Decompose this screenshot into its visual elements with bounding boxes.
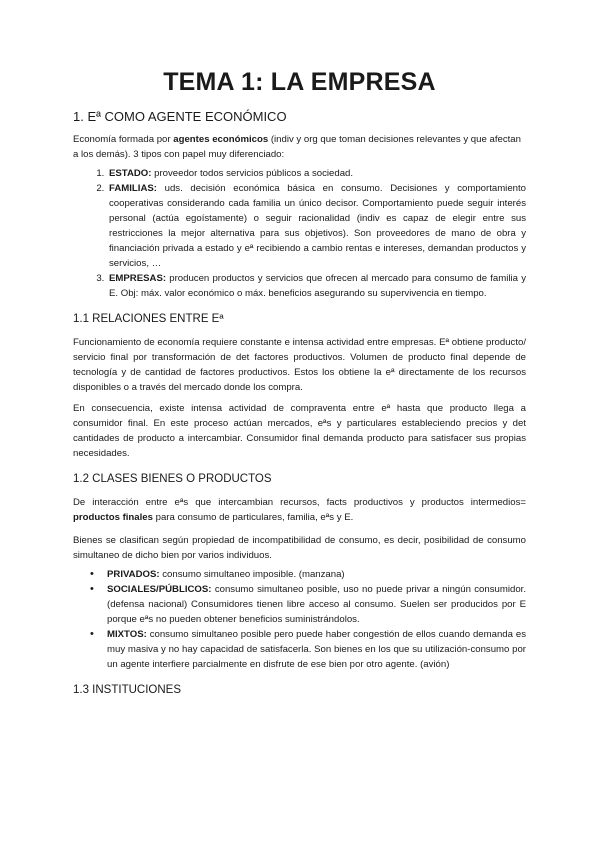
- list-item: [107, 181, 526, 271]
- paragraph-bold: productos finales: [73, 512, 153, 523]
- item-label: EMPRESAS:: [109, 273, 167, 284]
- list-item: [107, 271, 526, 301]
- intro-text-end: (indiv y org que toman decisiones relevantes y que afectan a los demás). 3 tipos con papel muy diferenciado:: [73, 134, 521, 160]
- item-label: FAMILIAS:: [109, 183, 157, 194]
- list-item: [107, 166, 526, 181]
- item-text: producen productos y servicios que ofrecen al mercado para consumo de familia y E. Obj: máx. valor económico o máx. beneficios asegurando su supervivencia en tiempo.: [109, 273, 526, 299]
- item-text: consumo simultaneo posible pero puede haber congestión de ellos cuando demanda es muy masiva y no hay capacidad de satisfacerla. Son bienes en los que su utilización-consumo por un agente interfiere parcialmente en disfrute de ese bien por otro agente. (avión): [107, 629, 526, 670]
- item-text: uds. decisión económica básica en consumo. Decisiones y comportamiento cooperativas considerando cada familia un único decisor. Comportamiento puede seguir interés personal (actúa egoístamente) o seguir racionalidad (indiv es capaz de elegir entre sus restricciones la mejor alternativa para sus objetivos). Son proveedores de mano de obra y financiación privada a estado y eª recibiendo a cambio rentas e intereses, demandan productos y servicios, …: [109, 183, 526, 269]
- intro-text: Economía formada por: [73, 134, 174, 145]
- bullet-icon: •: [90, 568, 94, 580]
- item-text: consumo simultaneo posible, uso no puede privar a ningún consumidor. (defensa nacional) Consumidores tienen libre acceso al consumo. Suelen ser producidos por E porque eªs no pueden obtener beneficios suministrándolos.: [107, 584, 526, 625]
- item-text: proveedor todos servicios públicos a sociedad.: [151, 168, 354, 179]
- item-text: consumo simultaneo imposible. (manzana): [159, 569, 345, 580]
- paragraph: Funcionamiento de economía requiere constante e intensa actividad entre empresas. Eª obtiene producto/ servicio final por transformación de det factores productivos. Volumen de producto final depende de tecnología y de cantidad de factores productivos. Estos los obtiene la eª directamente de los recursos disponibles o a través del mercado donde los compra.: [73, 337, 526, 393]
- paragraph: Bienes se clasifican según propiedad de incompatibilidad de consumo, es decir, posibilidad de consumo simultaneo de dicho bien por varios individuos.: [73, 535, 526, 561]
- paragraph: [73, 495, 526, 525]
- section-heading-1-1: 1.1 RELACIONES ENTRE Eª: [73, 313, 224, 325]
- item-label: ESTADO:: [109, 168, 152, 179]
- paragraph-text-end: para consumo de particulares, familia, eªs y E.: [152, 512, 354, 523]
- item-label: PRIVADOS:: [107, 569, 160, 580]
- list-item: [90, 582, 526, 627]
- bullet-icon: •: [90, 628, 94, 640]
- page-title: TEMA 1: LA EMPRESA: [163, 68, 436, 96]
- section-heading-1-3: 1.3 INSTITUCIONES: [73, 684, 181, 696]
- paragraph-text: De interacción entre eªs que intercambian recursos, facts productivos y productos intermedios=: [73, 497, 526, 508]
- item-label: MIXTOS:: [107, 629, 147, 640]
- bullet-icon: •: [90, 583, 94, 595]
- section-heading-1-2: 1.2 CLASES BIENES O PRODUCTOS: [73, 473, 272, 485]
- section-heading-1: 1. Eª COMO AGENTE ECONÓMICO: [73, 109, 287, 124]
- list-item: [90, 627, 526, 672]
- section-1-intro: [73, 132, 526, 162]
- item-label: SOCIALES/PÚBLICOS:: [107, 584, 212, 595]
- list-item: [90, 567, 526, 582]
- goods-list: [73, 567, 526, 672]
- intro-bold: agentes económicos: [173, 134, 269, 145]
- paragraph: En consecuencia, existe intensa actividad de compraventa entre eª hasta que producto llega a consumidor final. En este proceso actúan mercados, eªs y particulares estableciendo precios y det cantidades de producto a intercambiar. Consumidor final demanda producto para satisfacer sus propias necesidades.: [73, 403, 526, 459]
- agents-list: [73, 166, 526, 301]
